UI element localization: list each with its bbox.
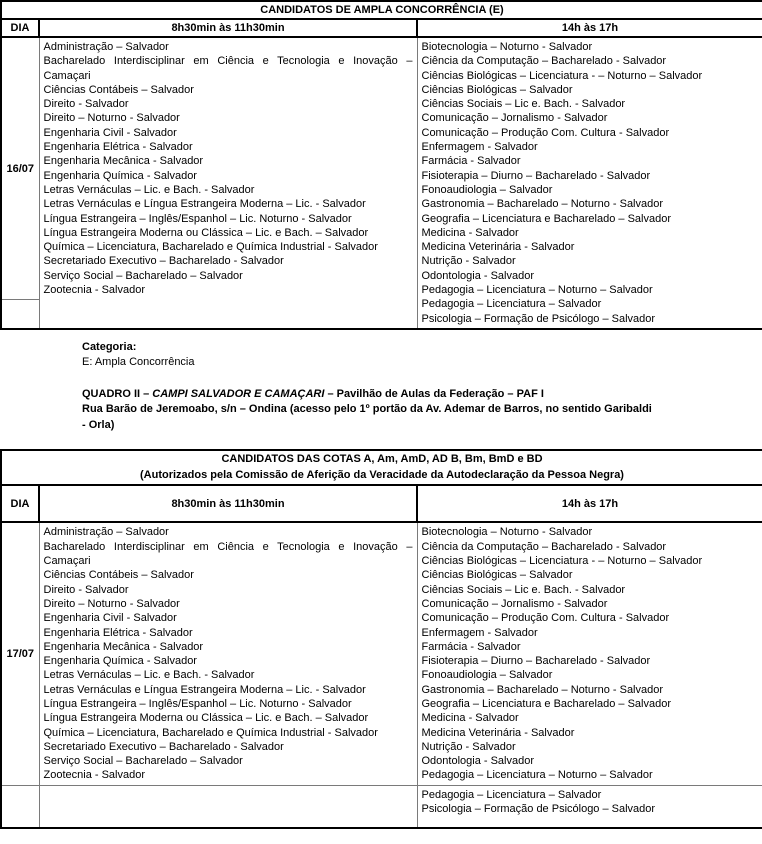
- notes-block: [82, 340, 762, 434]
- table1-title: CANDIDATOS DE AMPLA CONCORRÊNCIA (E): [1, 1, 762, 19]
- course-item: Geografia – Licenciatura e Bacharelado – Salvador: [421, 212, 671, 225]
- course-item: Ciências Biológicas – Salvador: [421, 83, 573, 96]
- quadro-campi-italic: CAMPI SALVADOR E CAMAÇARI: [152, 387, 325, 400]
- course-item: Química – Licenciatura, Bacharelado e Química Industrial - Salvador: [43, 726, 378, 739]
- table1-header-dia: DIA: [1, 19, 39, 37]
- course-item: Medicina - Salvador: [421, 226, 519, 239]
- course-item: Direito - Salvador: [43, 583, 129, 596]
- course-item: Administração – Salvador: [43, 41, 169, 53]
- course-item: Nutrição - Salvador: [421, 740, 516, 753]
- course-item: Pedagogia – Licenciatura – Salvador: [421, 788, 602, 801]
- course-item: Ciências Contábeis – Salvador: [43, 569, 194, 582]
- table1-morning-list: [39, 37, 417, 329]
- course-item: Psicologia – Formação de Psicólogo – Salvador: [421, 803, 656, 816]
- course-item: Pedagogia – Licenciatura – Noturno – Salvador: [421, 284, 653, 297]
- quadro-suffix: – Pavilhão de Aulas da Federação – PAF I: [324, 387, 544, 400]
- course-item: Fonoaudiologia – Salvador: [421, 183, 553, 196]
- course-item: Engenharia Elétrica - Salvador: [43, 141, 193, 154]
- table2-afternoon-extra-list: [417, 785, 762, 828]
- address-line-2: - Orla): [82, 418, 115, 431]
- course-item: Engenharia Civil - Salvador: [43, 612, 177, 625]
- course-item: Ciências Biológicas – Salvador: [421, 569, 573, 582]
- course-item: Biotecnologia – Noturno - Salvador: [421, 526, 593, 539]
- course-item: Química – Licenciatura, Bacharelado e Química Industrial - Salvador: [43, 241, 378, 254]
- course-item: Enfermagem - Salvador: [421, 626, 538, 639]
- course-item: Enfermagem - Salvador: [421, 141, 538, 154]
- table2-afternoon-list: [417, 522, 762, 785]
- course-item: Fisioterapia – Diurno – Bacharelado - Salvador: [421, 655, 651, 668]
- course-item: Bacharelado Interdisciplinar em Ciência e Tecnologia e Inovação – Camaçari: [43, 55, 413, 82]
- course-item: Administração – Salvador: [43, 526, 169, 539]
- course-item: Ciências Biológicas – Licenciatura - – Noturno – Salvador: [421, 69, 703, 82]
- course-item: Pedagogia – Licenciatura – Noturno – Salvador: [421, 769, 653, 782]
- course-item: Fisioterapia – Diurno – Bacharelado - Salvador: [421, 169, 651, 182]
- table2-morning-empty-cell: [39, 785, 417, 828]
- course-item: Fonoaudiologia – Salvador: [421, 669, 553, 682]
- course-item: Nutrição - Salvador: [421, 255, 516, 268]
- course-item: Farmácia - Salvador: [421, 155, 521, 168]
- categoria-label: Categoria:: [82, 340, 137, 353]
- course-item: Gastronomia – Bacharelado – Noturno - Salvador: [421, 198, 664, 211]
- course-item: Letras Vernáculas – Lic. e Bach. - Salvador: [43, 183, 255, 196]
- course-item: Comunicação – Produção Com. Cultura - Salvador: [421, 612, 670, 625]
- course-item: Psicologia – Formação de Psicólogo – Salvador: [421, 312, 656, 325]
- course-item: Comunicação – Jornalismo - Salvador: [421, 597, 608, 610]
- table2-title-line1: CANDIDATOS DAS COTAS A, Am, AmD, AD B, Bm, BmD e BD: [221, 453, 543, 466]
- course-item: Ciências Contábeis – Salvador: [43, 83, 194, 96]
- table1-header-afternoon: 14h às 17h: [417, 19, 762, 37]
- course-item: Engenharia Química - Salvador: [43, 655, 197, 668]
- course-item: Língua Estrangeira Moderna ou Clássica – Lic. e Bach. – Salvador: [43, 712, 369, 725]
- course-item: Gastronomia – Bacharelado – Noturno - Salvador: [421, 683, 664, 696]
- course-item: Farmácia - Salvador: [421, 640, 521, 653]
- course-item: Língua Estrangeira – Inglês/Espanhol – Lic. Noturno - Salvador: [43, 698, 352, 710]
- ampla-concorrencia-table: [0, 0, 762, 330]
- table2-dia-empty-cell: [1, 785, 39, 828]
- course-item: Engenharia Mecânica - Salvador: [43, 640, 204, 653]
- course-item: Engenharia Civil - Salvador: [43, 126, 177, 139]
- course-item: Geografia – Licenciatura e Bacharelado – Salvador: [421, 698, 671, 710]
- course-item: Letras Vernáculas e Língua Estrangeira Moderna – Lic. - Salvador: [43, 683, 366, 696]
- categoria-value: E: Ampla Concorrência: [82, 356, 195, 369]
- course-item: Engenharia Elétrica - Salvador: [43, 626, 193, 639]
- table2-header-dia: DIA: [1, 485, 39, 522]
- notes-spacer: [82, 371, 762, 387]
- table1-dia-empty-cell: [1, 300, 39, 329]
- quadro-heading: [82, 387, 762, 403]
- course-item: Direito - Salvador: [43, 98, 129, 111]
- table2-header-morning: 8h30min às 11h30min: [39, 485, 417, 522]
- course-item: Letras Vernáculas – Lic. e Bach. - Salvador: [43, 669, 255, 682]
- course-item: Língua Estrangeira Moderna ou Clássica – Lic. e Bach. – Salvador: [43, 226, 369, 239]
- course-item: Ciências Biológicas – Licenciatura - – Noturno – Salvador: [421, 555, 703, 568]
- cotas-table: [0, 449, 762, 829]
- course-item: Odontologia - Salvador: [421, 755, 535, 768]
- course-item: Ciências Sociais – Lic e. Bach. - Salvador: [421, 583, 626, 596]
- course-item: Língua Estrangeira – Inglês/Espanhol – Lic. Noturno - Salvador: [43, 212, 352, 225]
- course-item: Comunicação – Jornalismo - Salvador: [421, 112, 608, 125]
- course-item: Bacharelado Interdisciplinar em Ciência e Tecnologia e Inovação – Camaçari: [43, 540, 413, 568]
- course-item: Letras Vernáculas e Língua Estrangeira Moderna – Lic. - Salvador: [43, 198, 366, 211]
- table1-afternoon-list: [417, 37, 762, 329]
- course-item: Odontologia - Salvador: [421, 269, 535, 282]
- table2-title-line2: (Autorizados pela Comissão de Aferição da Veracidade da Autodeclaração da Pessoa Negra): [140, 468, 624, 481]
- course-item: Serviço Social – Bacharelado – Salvador: [43, 755, 243, 768]
- course-item: Pedagogia – Licenciatura – Salvador: [421, 298, 602, 311]
- course-item: Medicina Veterinária - Salvador: [421, 726, 575, 739]
- table1-dia-value: 16/07: [1, 37, 39, 300]
- course-item: Biotecnologia – Noturno - Salvador: [421, 41, 593, 53]
- table2-morning-list: [39, 522, 417, 785]
- table2-header-afternoon: 14h às 17h: [417, 485, 762, 522]
- course-item: Zootecnia - Salvador: [43, 284, 145, 297]
- course-item: Serviço Social – Bacharelado – Salvador: [43, 269, 243, 282]
- course-item: Zootecnia - Salvador: [43, 769, 145, 782]
- course-item: Direito – Noturno - Salvador: [43, 597, 180, 610]
- table2-dia-value: 17/07: [1, 522, 39, 785]
- course-item: Direito – Noturno - Salvador: [43, 112, 180, 125]
- course-item: Medicina Veterinária - Salvador: [421, 241, 575, 254]
- table2-title-cell: [1, 450, 762, 485]
- course-item: Medicina - Salvador: [421, 712, 519, 725]
- course-item: Comunicação – Produção Com. Cultura - Salvador: [421, 126, 670, 139]
- course-item: Ciência da Computação – Bacharelado - Salvador: [421, 540, 667, 553]
- course-item: Engenharia Química - Salvador: [43, 169, 197, 182]
- course-item: Ciências Sociais – Lic e. Bach. - Salvador: [421, 98, 626, 111]
- course-item: Ciência da Computação – Bacharelado - Salvador: [421, 55, 667, 68]
- course-item: Secretariado Executivo – Bacharelado - Salvador: [43, 740, 284, 753]
- table1-header-morning: 8h30min às 11h30min: [39, 19, 417, 37]
- course-item: Engenharia Mecânica - Salvador: [43, 155, 204, 168]
- address-line-1: Rua Barão de Jeremoabo, s/n – Ondina (acesso pelo 1º portão da Av. Ademar de Barros, no sentido Garibaldi: [82, 403, 652, 416]
- quadro-prefix: QUADRO II –: [82, 387, 153, 400]
- course-item: Secretariado Executivo – Bacharelado - Salvador: [43, 255, 284, 268]
